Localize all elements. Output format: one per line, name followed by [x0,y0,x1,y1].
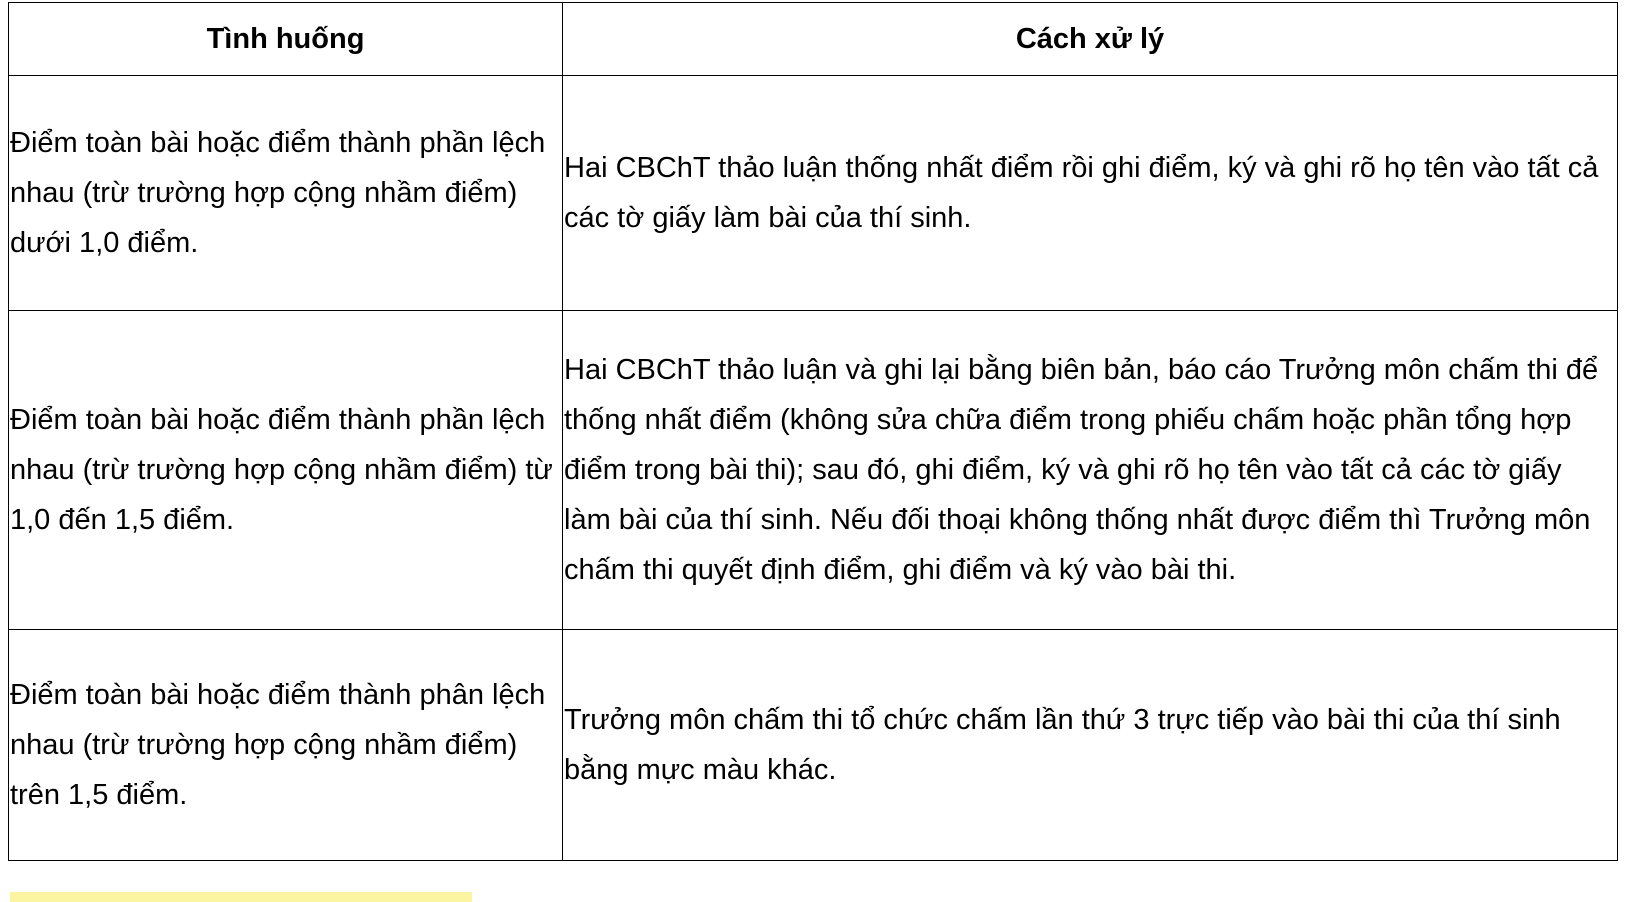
header-situation: Tình huống [9,3,563,76]
table-header-row [9,3,1618,76]
situation-cell: Điểm toàn bài hoặc điểm thành phần lệch nhau (trừ trường hợp cộng nhầm điểm) từ 1,0 đến 1,5 điểm. [9,311,563,630]
highlighted-text-fragment [10,892,472,902]
situation-cell: Điểm toàn bài hoặc điểm thành phân lệch nhau (trừ trường hợp cộng nhầm điểm) trên 1,5 điểm. [9,630,563,861]
handling-cell: Hai CBChT thảo luận thống nhất điểm rồi ghi điểm, ký và ghi rõ họ tên vào tất cả các tờ giấy làm bài của thí sinh. [563,76,1618,311]
table-row [9,630,1618,861]
table-row [9,76,1618,311]
table-row [9,311,1618,630]
handling-cell: Trưởng môn chấm thi tổ chức chấm lần thứ 3 trực tiếp vào bài thi của thí sinh bằng mực màu khác. [563,630,1618,861]
header-handling: Cách xử lý [563,3,1618,76]
grading-discrepancy-table [8,2,1618,861]
handling-cell: Hai CBChT thảo luận và ghi lại bằng biên bản, báo cáo Trưởng môn chấm thi để thống nhất điểm (không sửa chữa điểm trong phiếu chấm hoặc phần tổng hợp điểm trong bài thi); sau đó, ghi điểm, ký và ghi rõ họ tên vào tất cả các tờ giấy làm bài của thí sinh. Nếu đối thoại không thống nhất được điểm thì Trưởng môn chấm thi quyết định điểm, ghi điểm và ký vào bài thi. [563,311,1618,630]
situation-cell: Điểm toàn bài hoặc điểm thành phần lệch nhau (trừ trường hợp cộng nhầm điểm) dưới 1,0 điểm. [9,76,563,311]
